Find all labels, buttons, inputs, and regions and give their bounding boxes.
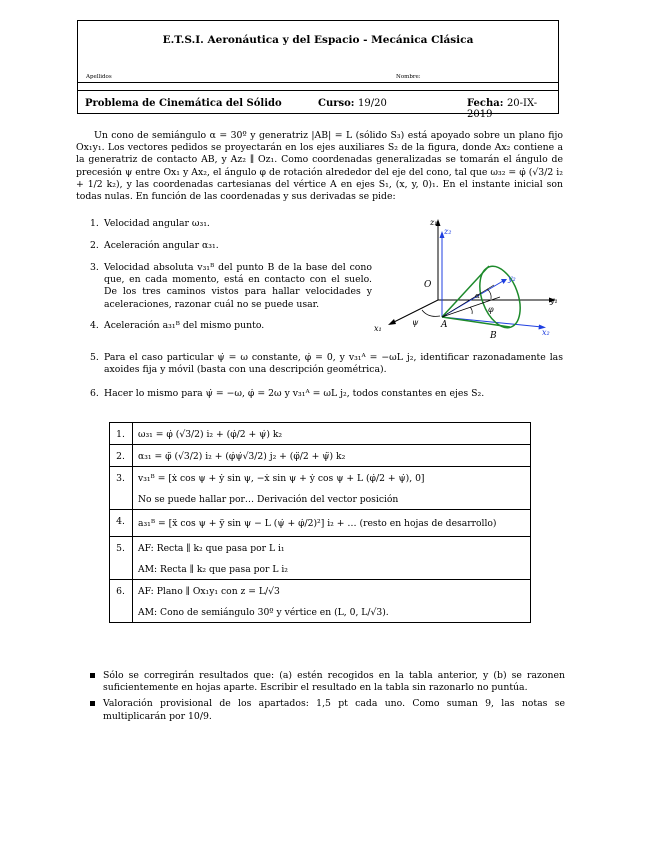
table-row <box>110 445 531 467</box>
answer-line: AM: Cono de semiángulo 30º y vértice en (L, 0, L/√3). <box>138 607 389 618</box>
divider <box>78 90 558 91</box>
apellidos-label: Apellidos <box>86 74 112 80</box>
question-number: 4. <box>90 320 99 331</box>
question-number: 2. <box>90 240 99 251</box>
bullet-icon <box>90 701 95 706</box>
question-text: Velocidad angular ω₃₁. <box>104 218 210 229</box>
row-number: 4. <box>116 516 125 527</box>
row-number: 6. <box>116 586 125 597</box>
question-text: Para el caso particular ψ̇ = ω constante, φ̇ = 0, y v₃₁ᴬ = −ωL j₂, identificar razonadamente las axoides fija y móvil (basta con una descripción geométrica). <box>104 352 563 376</box>
answer-cell: a₃₁ᴮ = [ẍ cos ψ + ÿ sin ψ − L (ψ̇ + φ̇/2)²] i₂ + … (resto en hojas de desarrollo) <box>138 518 497 529</box>
label-phi: φ <box>488 305 494 314</box>
table-row <box>110 537 531 580</box>
course-title: E.T.S.I. Aeronáutica y del Espacio - Mecánica Clásica <box>162 34 474 46</box>
arrow-icon <box>388 319 396 325</box>
label-O: O <box>424 280 432 290</box>
answer-line: AM: Recta ∥ k₂ que pasa por L i₂ <box>138 564 288 575</box>
curso-label: Curso: <box>318 98 355 109</box>
label-z1: z₁ <box>430 218 438 227</box>
list-item <box>90 670 565 694</box>
answer-cell: ω₃₁ = φ̇ (√3/2) i₂ + (φ̇/2 + ψ̇) k₂ <box>138 429 283 440</box>
question-number: 3. <box>90 262 99 273</box>
question-number: 1. <box>90 218 99 229</box>
question-text: Hacer lo mismo para ψ̇ = −ω, φ̇ = 2ω y v₃₁ᴬ = ωL j₂, todos constantes en ejes S₂. <box>104 388 485 399</box>
cone-generatrix <box>442 317 510 327</box>
label-A: A <box>441 320 448 330</box>
table-row <box>110 580 531 623</box>
answer-cell <box>133 537 530 579</box>
alpha-arc <box>470 307 472 314</box>
table-row <box>110 423 531 445</box>
row-number: 2. <box>116 451 125 462</box>
answer-line: AF: Plano ∥ Ox₁y₁ con z = L/√3 <box>138 586 280 597</box>
fecha-value: 20-IX-2019 <box>467 98 538 120</box>
fecha-field <box>467 98 558 120</box>
label-x1: x₁ <box>374 324 382 333</box>
curso-value: 19/20 <box>357 98 387 109</box>
problem-title: Problema de Cinemática del Sólido <box>85 98 282 109</box>
cone-figure <box>370 215 565 340</box>
list-item <box>90 698 565 722</box>
label-z2: z₂ <box>444 227 452 236</box>
header-box <box>77 20 559 120</box>
bullet-icon <box>90 673 95 678</box>
label-psi: ψ <box>412 318 419 327</box>
problem-statement <box>76 130 563 203</box>
answer-line: AF: Recta ∥ k₂ que pasa por L i₁ <box>138 543 285 554</box>
results-table <box>109 422 531 623</box>
row-number: 3. <box>116 473 125 484</box>
note-text: Sólo se corregirán resultados que: (a) estén recogidos en la tabla anterior, y (b) se razonen suficientemente en hojas aparte. Escribir el resultado en la tabla sin razonarlo no puntúa. <box>103 670 565 694</box>
nombre-label: Nombre: <box>396 74 421 80</box>
question-number: 6. <box>90 388 99 399</box>
question-text: Velocidad absoluta v₃₁ᴮ del punto B de la base del cono que, en cada momento, está en contacto con el suelo. De los tres caminos vistos para hallar velocidades y aceleraciones, razonar cuál no se puede usar. <box>104 262 372 310</box>
question-text: Aceleración angular α₃₁. <box>104 240 219 251</box>
label-alpha: α <box>475 292 480 300</box>
notes-list <box>90 670 565 727</box>
row-number: 5. <box>116 543 125 554</box>
cone-generatrix <box>442 266 489 317</box>
label-y1: y₁ <box>550 296 558 305</box>
answer-cell <box>133 467 530 509</box>
answer-cell: α₃₁ = φ̈ (√3/2) i₂ + (φ̇ψ̇√3/2) j₂ + (φ̈/2 + ψ̈) k₂ <box>138 451 346 462</box>
intro-paragraph: Un cono de semiángulo α = 30º y generatriz |AB| = L (sólido S₃) está apoyado sobre un plano fijo Ox₁y₁. Los vectores pedidos se proyectarán en los ejes auxiliares S₂ de la figura, donde Ax₂ contiene a la generatriz de contacto AB, y Az₂ ∥ Oz₁. Como coordenadas generalizadas se tomarán el ángulo de precesión ψ entre Ox₁ y Ax₂, el ángulo φ de rotación alrededor del eje del cono, tal que ω₃₂ = φ̇ (√3/2 i₂ + 1/2 k₂), y las coordenadas cartesianas del vértice A en ejes S₁, (x, y, 0)₁. En el instante inicial son todas nulas. En función de las coordenadas y sus derivadas se pide: <box>76 130 563 203</box>
answer-line: No se puede hallar por… Derivación del vector posición <box>138 494 399 505</box>
table-row <box>110 467 531 510</box>
divider <box>78 82 558 83</box>
curso-field <box>318 98 387 109</box>
label-x2: x₂ <box>542 328 550 337</box>
note-text: Valoración provisional de los apartados: 1,5 pt cada uno. Como suman 9, las notas se multiplicarán por 10/9. <box>103 698 565 722</box>
answer-line: v₃₁ᴮ = [ẋ cos ψ + ẏ sin ψ, −ẋ sin ψ + ẏ cos ψ + L (φ̇/2 + ψ̇), 0] <box>138 473 425 484</box>
psi-arc <box>422 310 440 316</box>
table-row <box>110 510 531 537</box>
question-number: 5. <box>90 352 99 363</box>
row-number: 1. <box>116 429 125 440</box>
answer-cell <box>133 580 530 622</box>
label-y2: y₂ <box>508 274 516 283</box>
question-text: Aceleración a₃₁ᴮ del mismo punto. <box>104 320 265 331</box>
fecha-label: Fecha: <box>467 98 504 109</box>
label-B: B <box>490 331 497 340</box>
